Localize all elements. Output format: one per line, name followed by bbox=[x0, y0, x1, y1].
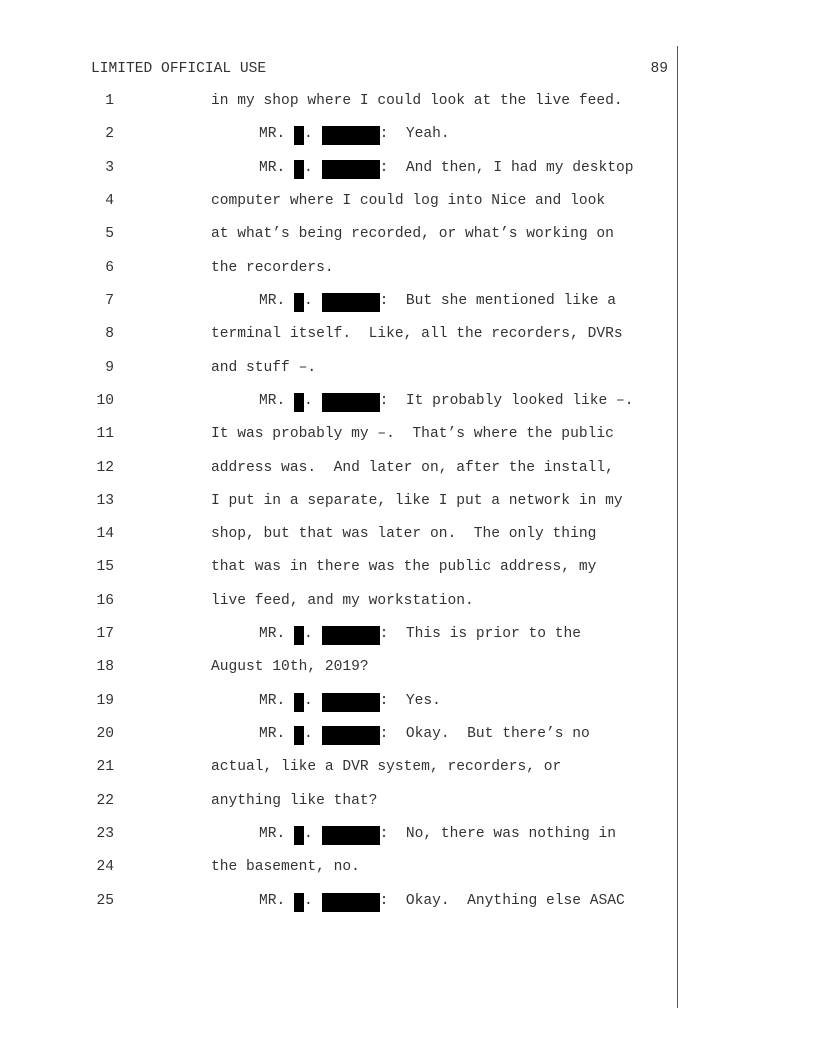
redaction-initial bbox=[294, 293, 304, 312]
speaker-colon: : bbox=[379, 626, 389, 643]
transcript-line bbox=[0, 360, 816, 380]
speaker-dot: . bbox=[304, 626, 313, 643]
line-text: the recorders. bbox=[211, 259, 334, 276]
line-text: that was in there was the public address, my bbox=[211, 559, 597, 576]
line-number: 8 bbox=[105, 326, 114, 343]
line-number: 11 bbox=[96, 426, 114, 443]
line-number: 19 bbox=[96, 692, 114, 709]
line-text: at what’s being recorded, or what’s working on bbox=[211, 226, 614, 243]
speaker-colon: : bbox=[379, 392, 389, 409]
redaction-surname bbox=[322, 626, 380, 645]
transcript-line bbox=[0, 293, 816, 313]
line-number: 1 bbox=[105, 93, 114, 109]
transcript-line bbox=[0, 893, 816, 913]
redaction-initial bbox=[294, 393, 304, 412]
line-number: 13 bbox=[96, 492, 114, 509]
line-text: It was probably my –. That’s where the public bbox=[211, 426, 614, 443]
speaker-line bbox=[259, 126, 450, 146]
line-number: 16 bbox=[96, 592, 114, 609]
transcript-line bbox=[0, 260, 816, 280]
transcript-line bbox=[0, 226, 816, 246]
line-text: shop, but that was later on. The only thing bbox=[211, 526, 597, 543]
speech-text: No, there was nothing in bbox=[405, 826, 617, 843]
speaker-colon: : bbox=[379, 892, 389, 909]
transcript-line bbox=[0, 426, 816, 446]
line-text: address was. And later on, after the install, bbox=[211, 459, 614, 476]
speaker-line bbox=[259, 893, 625, 913]
transcript-line bbox=[0, 659, 816, 679]
redaction-surname bbox=[322, 826, 380, 845]
speaker-prefix: MR. bbox=[259, 726, 286, 743]
speaker-line bbox=[259, 160, 634, 180]
speaker-line bbox=[259, 693, 441, 713]
speaker-dot: . bbox=[304, 126, 313, 143]
speaker-prefix: MR. bbox=[259, 292, 286, 309]
speaker-prefix: MR. bbox=[259, 826, 286, 843]
line-text: in my shop where I could look at the live feed. bbox=[211, 93, 623, 109]
redaction-surname bbox=[322, 693, 380, 712]
redaction-surname bbox=[322, 726, 380, 745]
transcript-line bbox=[0, 126, 816, 146]
speech-text: It probably looked like –. bbox=[405, 392, 634, 409]
redaction-surname bbox=[322, 126, 380, 145]
speech-text: Okay. Anything else ASAC bbox=[405, 892, 625, 909]
line-text: computer where I could log into Nice and look bbox=[211, 192, 606, 209]
line-number: 4 bbox=[105, 192, 114, 209]
redaction-initial bbox=[294, 160, 304, 179]
line-number: 3 bbox=[105, 159, 114, 176]
redaction-initial bbox=[294, 893, 304, 912]
line-number: 15 bbox=[96, 559, 114, 576]
line-number: 22 bbox=[96, 792, 114, 809]
line-number: 14 bbox=[96, 526, 114, 543]
speech-text: Okay. But there’s no bbox=[405, 726, 590, 743]
speaker-dot: . bbox=[304, 726, 313, 743]
speech-text: Yeah. bbox=[405, 126, 450, 143]
transcript-line bbox=[0, 726, 816, 746]
speaker-colon: : bbox=[379, 692, 389, 709]
transcript-line bbox=[0, 793, 816, 813]
line-number: 17 bbox=[96, 626, 114, 643]
speaker-prefix: MR. bbox=[259, 159, 286, 176]
transcript-line bbox=[0, 326, 816, 346]
speaker-line bbox=[259, 626, 581, 646]
redaction-surname bbox=[322, 393, 380, 412]
redaction-initial bbox=[294, 726, 304, 745]
transcript-line bbox=[0, 493, 816, 513]
line-number: 20 bbox=[96, 726, 114, 743]
transcript-line bbox=[0, 160, 816, 180]
speaker-prefix: MR. bbox=[259, 126, 286, 143]
speaker-colon: : bbox=[379, 826, 389, 843]
transcript-line bbox=[0, 826, 816, 846]
line-text: anything like that? bbox=[211, 792, 378, 809]
speaker-prefix: MR. bbox=[259, 392, 286, 409]
line-text: live feed, and my workstation. bbox=[211, 592, 474, 609]
line-text: August 10th, 2019? bbox=[211, 659, 369, 676]
redaction-surname bbox=[322, 160, 380, 179]
line-number: 2 bbox=[105, 126, 114, 143]
transcript-line bbox=[0, 759, 816, 779]
line-number: 6 bbox=[105, 259, 114, 276]
transcript-line bbox=[0, 526, 816, 546]
line-text: I put in a separate, like I put a network in my bbox=[211, 492, 623, 509]
speaker-dot: . bbox=[304, 159, 313, 176]
speaker-colon: : bbox=[379, 159, 389, 176]
line-number: 23 bbox=[96, 826, 114, 843]
transcript-line bbox=[0, 193, 816, 213]
speaker-line bbox=[259, 826, 616, 846]
transcript-line bbox=[0, 593, 816, 613]
speaker-dot: . bbox=[304, 692, 313, 709]
transcript-line bbox=[0, 626, 816, 646]
speaker-dot: . bbox=[304, 392, 313, 409]
line-number: 25 bbox=[96, 892, 114, 909]
speaker-prefix: MR. bbox=[259, 892, 286, 909]
line-number: 12 bbox=[96, 459, 114, 476]
speaker-colon: : bbox=[379, 726, 389, 743]
line-number: 5 bbox=[105, 226, 114, 243]
redaction-surname bbox=[322, 293, 380, 312]
speaker-prefix: MR. bbox=[259, 692, 286, 709]
redaction-initial bbox=[294, 126, 304, 145]
speaker-dot: . bbox=[304, 892, 313, 909]
line-number: 18 bbox=[96, 659, 114, 676]
redaction-surname bbox=[322, 893, 380, 912]
line-number: 7 bbox=[105, 292, 114, 309]
document-marking: LIMITED OFFICIAL USE bbox=[91, 61, 267, 77]
speaker-prefix: MR. bbox=[259, 626, 286, 643]
transcript-line bbox=[0, 559, 816, 579]
transcript-line bbox=[0, 859, 816, 879]
line-number: 21 bbox=[96, 759, 114, 776]
speaker-colon: : bbox=[379, 292, 389, 309]
redaction-initial bbox=[294, 826, 304, 845]
transcript-line bbox=[0, 393, 816, 413]
line-text: and stuff –. bbox=[211, 359, 317, 376]
transcript-line bbox=[0, 693, 816, 713]
transcript-line bbox=[0, 460, 816, 480]
transcript-line bbox=[0, 93, 816, 113]
speech-text: This is prior to the bbox=[405, 626, 582, 643]
page-number: 89 bbox=[650, 61, 668, 77]
line-text: actual, like a DVR system, recorders, or bbox=[211, 759, 562, 776]
speaker-line bbox=[259, 293, 616, 313]
line-number: 9 bbox=[105, 359, 114, 376]
redaction-initial bbox=[294, 693, 304, 712]
speaker-dot: . bbox=[304, 826, 313, 843]
speaker-colon: : bbox=[379, 126, 389, 143]
line-number: 24 bbox=[96, 859, 114, 876]
speaker-dot: . bbox=[304, 292, 313, 309]
speaker-line bbox=[259, 393, 634, 413]
line-text: terminal itself. Like, all the recorders, DVRs bbox=[211, 326, 623, 343]
line-number: 10 bbox=[96, 392, 114, 409]
speaker-line bbox=[259, 726, 590, 746]
redaction-initial bbox=[294, 626, 304, 645]
line-text: the basement, no. bbox=[211, 859, 360, 876]
speech-text: And then, I had my desktop bbox=[405, 159, 634, 176]
speech-text: But she mentioned like a bbox=[405, 292, 617, 309]
speech-text: Yes. bbox=[405, 692, 441, 709]
